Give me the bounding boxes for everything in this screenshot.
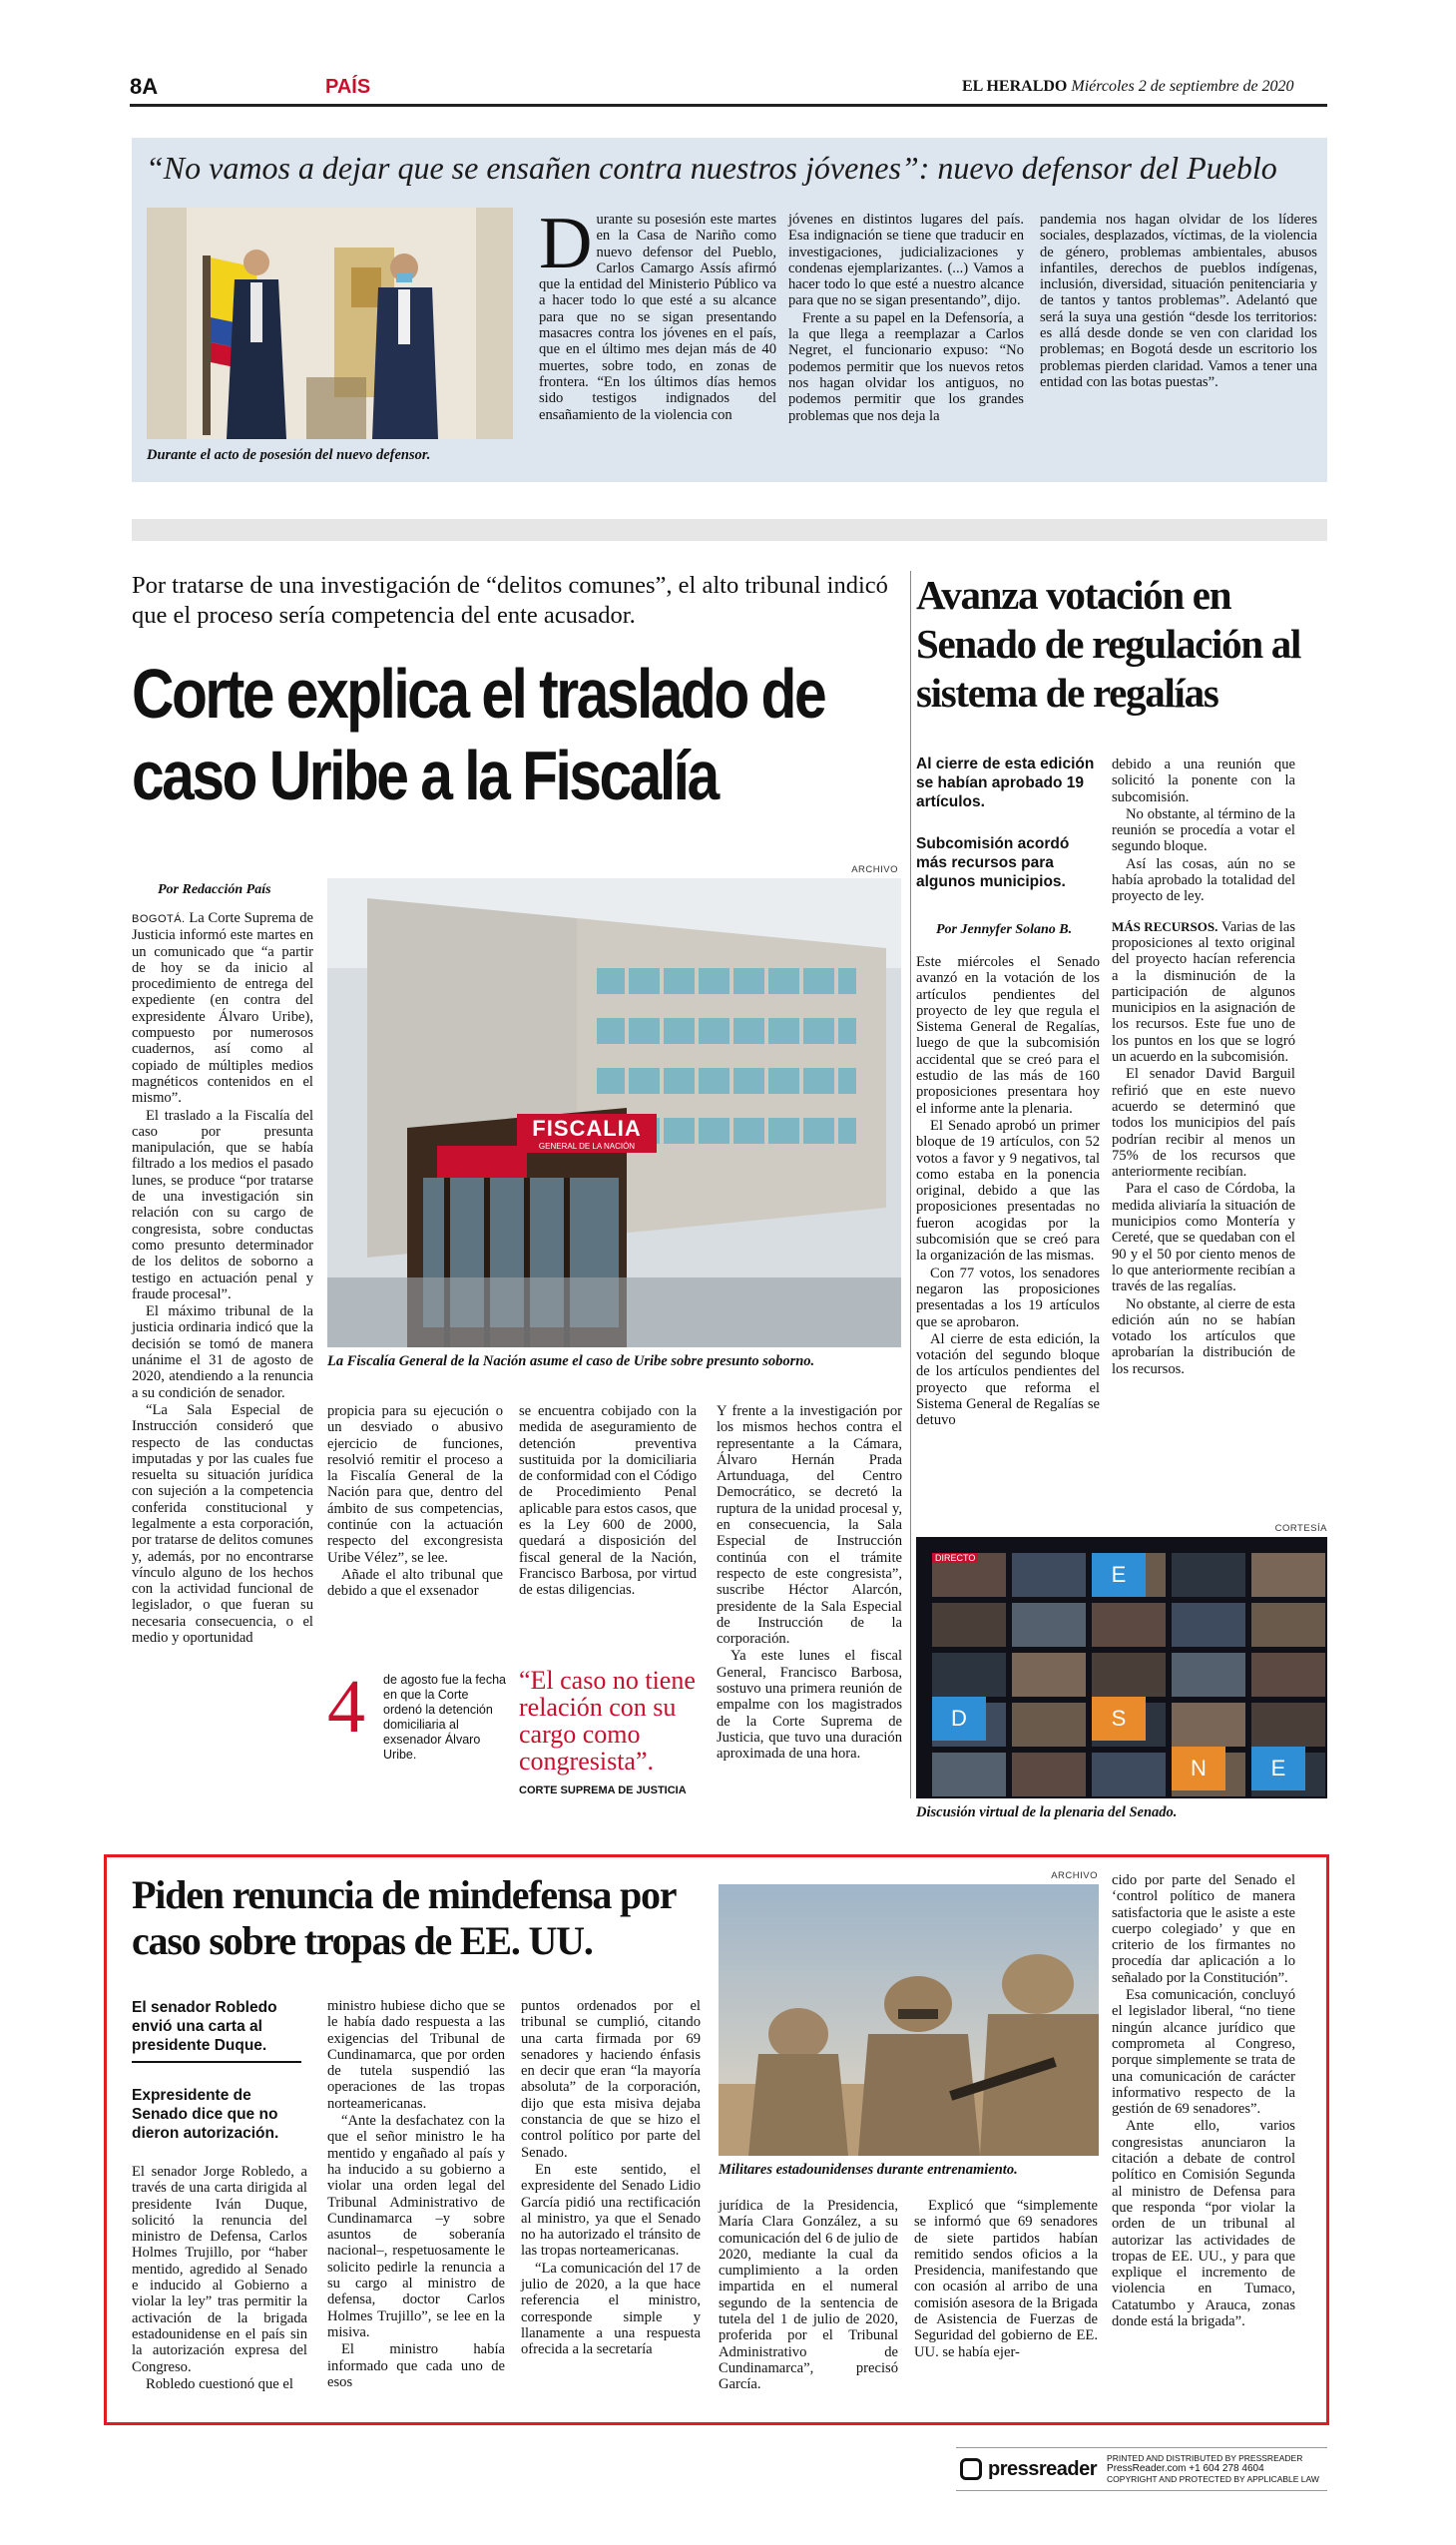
video-tile (1251, 1603, 1325, 1647)
story1-col2 (788, 212, 1024, 425)
pressreader-brand: pressreader (988, 2457, 1098, 2480)
story2-photo (327, 878, 901, 1347)
story3-col1 (916, 954, 1100, 1430)
pressreader-line2: PressReader.com +1 604 278 4604 (1107, 2462, 1264, 2474)
story2-col4-p2: Ya este lunes el fiscal General, Francisco Barbosa, sostuvo una primera reunión de empalme con los magistrados de la Corte Suprema de Justicia, que tuvo una duración aproximada de una hora. (717, 1648, 902, 1763)
section-name: PAÍS (325, 76, 371, 98)
story4-headline: Piden renuncia de mindefensa por caso sobre tropas de EE. UU. (132, 1872, 676, 1963)
story4-col3-p1: puntos ordenados por el tribunal se cumplió, citando una carta firmada por 69 senadores y haciendo énfasis en decir que eran “la mayoría absoluta” de la corporación, dijo que esta misiva dejaba constancia de que se hizo el control político por parte del Senado. (521, 1998, 701, 2161)
video-tile (932, 1753, 1006, 1796)
zoom-tile-d: D (932, 1697, 986, 1741)
story1-col2-p2: Frente a su papel en la Defensoría, a la que llega a reemplazar a Carlos Negret, el funcionario expuso: “No podemos permitir que los nuevos retos nos hagan olvidar los antiguos, no podemos permitir que los grandes problemas que nos deja la (788, 309, 1024, 424)
story3-col2-p2: No obstante, al término de la reunión se procedía a votar el segundo bloque. (1112, 805, 1295, 855)
story1-headline: “No vamos a dejar que se ensañen contra nuestros jóvenes”: nuevo defensor del Pueblo (146, 150, 1277, 186)
fiscalia-building-illustration (327, 878, 901, 1347)
story2-kicker: Por tratarse de una investigación de “delitos comunes”, el alto tribunal indicó que el proceso sería competencia del ente acusador. (132, 572, 888, 629)
story4-col2 (327, 1998, 505, 2391)
story2-col1-p3: El máximo tribunal de la justicia ordinaria indicó que la decisión se tomó de manera unánime el 31 de agosto de 2020, atendiendo a la renuncia a su condición de senador. (132, 1303, 313, 1401)
story4-col4 (719, 2198, 898, 2394)
zoom-tile-e2: E (1251, 1747, 1305, 1790)
video-tile (1012, 1753, 1086, 1796)
pressreader-line3: COPYRIGHT AND PROTECTED BY APPLICABLE LAW (1107, 2474, 1319, 2485)
story3-col1-p1: Este miércoles el Senado avanzó en la votación de los artículos pendientes del proyecto de ley que regula el Sistema General de Regalías, luego de que la subcomisión accidental que se creó para el estudio de las más de 160 proposiciones presentara hoy el informe ante la plenaria. (916, 954, 1100, 1117)
zoom-live-label: DIRECTO (932, 1553, 978, 1563)
story3-col1-p4: Al cierre de esta edición, la votación del segundo bloque de los artículos pendientes del proyecto que reforma el Sistema General de Regalías se detuvo (916, 1330, 1100, 1429)
fiscalia-sign-title: FISCALIA (532, 1116, 642, 1141)
story1-photo (147, 208, 513, 439)
video-tile (1092, 1653, 1166, 1697)
story3-caption: Discusión virtual de la plenaria del Senado. (916, 1804, 1178, 1820)
story2-dateline: BOGOTÁ. (132, 913, 186, 925)
story3-col2-p1: debido a una reunión que solicitó la ponente con la subcomisión. (1112, 757, 1295, 805)
story4-col3 (521, 1998, 701, 2359)
fact-text: de agosto fue la fecha en que la Corte ordenó la detención domiciliaria al exsenador Álvaro Uribe. (383, 1673, 507, 1762)
pull-quote-source: CORTE SUPREMA DE JUSTICIA (519, 1784, 687, 1796)
story4-col2-p2: “Ante la desfachatez con la que el señor ministro le ha mentido y engañado al país y ha inducido a su gobierno a violar una orden legal del Tribunal Administrativo de Cundinamarca –y sobre asuntos de soberanía nacional–, respetuosamente le solicito pedirle la renuncia a su cargo al ministro de defensa, doctor Carlos Holmes Trujillo”, se lee en la misiva. (327, 2113, 505, 2340)
story4-col6-p1: cido por parte del Senado el ‘control político de manera satisfactoria que le asiste a este cuerpo colegiado’ y que en criterio de los firmantes no procedía dar aplicación a lo señalado por la Constitución”. (1112, 1872, 1295, 1986)
story4-col4-p1: jurídica de la Presidencia, María Clara González, a su comunicación del 6 de julio de 2020, mediante la cual da cumplimiento a la orden impartida en el numeral segundo de la sentencia de tutela del 1 de julio de 2020, proferida por el Tribunal Administrativo de Cundinamarca”, precisó García. (719, 2198, 898, 2393)
story4-col6 (1112, 1872, 1295, 2330)
story1-dropcap: D (539, 203, 593, 284)
story2-col1 (132, 910, 313, 1647)
story2-col2-p1: propicia para su ejecución o un desviado o abusivo ejercicio de funciones, resolvió remitir el proceso a la Fiscalía General de la Nación para que, dentro del ámbito de sus competencias, continúe con la actuación respecto del excongresista Uribe Vélez”, se lee. (327, 1403, 503, 1566)
pressreader-line1: PRINTED AND DISTRIBUTED BY PRESSREADER (1107, 2453, 1303, 2464)
story3-col2-p5: El senador David Barguil refirió que en este nuevo acuerdo se determinó que todos los municipios del país podrían recibir al menos un 75% de los recursos que anteriormente recibían. (1112, 1066, 1295, 1181)
story4-col1 (132, 2164, 307, 2393)
story3-headline: Avanza votación en Senado de regulación al sistema de regalías (916, 572, 1301, 716)
video-tile (1251, 1553, 1325, 1597)
ceremony-illustration (147, 208, 513, 439)
story3-col2-p7: No obstante, al cierre de esta edición aún no se habían votado los artículos que aprobarían la distribución de los recursos. (1112, 1295, 1295, 1377)
page-number: 8A (130, 74, 159, 99)
video-tile (1172, 1653, 1245, 1697)
story2-col3 (519, 1403, 697, 1600)
issue-date: Miércoles 2 de septiembre de 2020 (1071, 78, 1294, 95)
story4-col5-p1: Explicó que “simplemente se informó que 69 senadores de siete partidos habían remitido sendos oficios a la Presidencia, manifestando que con ocasión al arribo de una comisión asesora de la Brigada de Asistencia de Fuerzas de Seguridad del gobierno de EE. UU. se había ejer- (914, 2198, 1098, 2360)
paper-name: EL HERALDO (962, 78, 1068, 95)
story1-col2-p1: jóvenes en distintos lugares del país. Esa indignación se tiene que traducir en investigaciones, judicializaciones y condenas ejemplarizantes. (...) Vamos a hacer todo lo que esté a nuestro alcance para que no se sigan presentando”, dijo. (788, 212, 1024, 309)
story2-byline: Por Redacción País (158, 882, 271, 897)
fiscalia-sign (517, 1114, 657, 1153)
soldiers-illustration (719, 1884, 1099, 2156)
story4-photo-credit: ARCHIVO (1051, 1870, 1098, 1881)
story3-sub1: Al cierre de esta edición se habían aprobado 19 artículos. (916, 756, 1095, 810)
video-tile (1251, 1703, 1325, 1747)
pull-quote: “El caso no tiene relación con su cargo como congresista”. (519, 1666, 696, 1776)
video-tile (1092, 1603, 1166, 1647)
story3-sub2: Subcomisión acordó más recursos para algunos municipios. (916, 835, 1070, 890)
story2-col4-p1: Y frente a la investigación por los mismos hechos contra el representante a la Cámara, Álvaro Hernán Prada Artunduaga, del Centro Democrático, se decretó la ruptura de la unidad procesal y, en consecuencia, la Sala Especial de Instrucción continúa con el trámite respecto de este congresista”, suscribe Héctor Alarcón, presidente de la Sala Especial de Instrucción de la corporación. (717, 1403, 902, 1648)
story3-byline: Por Jennyfer Solano B. (936, 922, 1073, 937)
story2-col3-p1: se encuentra cobijado con la medida de aseguramiento de detención preventiva sustituida por la domiciliaria de conformidad con el Código de Procedimiento Penal aplicable para estos casos, que es la Ley 600 de 2000, quedará a disposición del fiscal general de la Nación, Francisco Barbosa, por virtud de estas diligencias. (519, 1403, 697, 1599)
story2-col4 (717, 1403, 902, 1764)
zoom-tile-e1: E (1092, 1553, 1146, 1597)
story2-caption: La Fiscalía General de la Nación asume el caso de Uribe sobre presunto soborno. (327, 1353, 815, 1369)
story4-col5 (914, 2198, 1098, 2361)
story2-col1-p4: “La Sala Especial de Instrucción consideró que respecto de las conductas imputadas y por las cuales fue resuelta su situación jurídica con sujeción a la competencia conferida constitucional y legalmente a esta corporación, por tratarse de delitos comunes y, además, por no encontrarse vínculo alguno de los hechos con la actividad funcional de legislador, o que fueran su necesaria consecuencia, o el medio y oportunidad (132, 1401, 313, 1647)
story3-col2-p6: Para el caso de Córdoba, la medida aliviaría la situación de municipios como Montería y Cereté, que se quedaban con el 90 y el 50 por ciento menos de lo que anteriormente recibían a través de las regalías. (1112, 1181, 1295, 1295)
story2-top-rule (132, 519, 1327, 541)
pressreader-legal (1107, 2453, 1319, 2485)
video-tile (1012, 1553, 1086, 1597)
story-divider (910, 571, 911, 1798)
fact-number: 4 (327, 1665, 365, 1749)
header-rule (130, 104, 1327, 107)
zoom-tile-s: S (1092, 1697, 1146, 1741)
story4-col1-p2: Robledo cuestionó que el (146, 2375, 293, 2392)
story3-col1-p3: Con 77 votos, los senadores negaron las proposiciones presentadas a los 19 artículos que se aprobaron. (916, 1265, 1100, 1330)
story1-col3-p1: pandemia nos hagan olvidar de los líderes sociales, desplazados, víctimas, de la violencia de género, problemas ambientales, abusos infantiles, derechos de pueblos indígenas, inclusión, diversidad, situación penitenciaria y de tantos y tantos problemas”. Adelantó que será la suya una gestión “desde los territorios: es allá desde donde se ven con claridad los problemas; en Bogotá desde un escritorio los problemas pierden claridad. Vamos a tener una entidad con las botas puestas”. (1040, 212, 1317, 390)
story4-caption: Militares estadounidenses durante entrenamiento. (719, 2162, 1018, 2178)
story1-col1-text: urante su posesión este martes en la Casa de Nariño como nuevo defensor del Pueblo, Carlos Camargo Assís afirmó que la entidad del Ministerio Público va a hacer todo lo que esté a su alcance para que no se sigan presentando masacres contra los jóvenes en el país, que en el último mes dejan más de 40 muertes, sobre todo, en zonas de frontera. “En los últimos días hemos sido testigos indignados del ensañamiento de la violencia con (539, 212, 776, 423)
video-tile (1012, 1703, 1086, 1747)
story4-col1-p1: El senador Jorge Robledo, a través de una carta dirigida al presidente Iván Duque, solicitó la renuncia del ministro de Defensa, Carlos Holmes Trujillo, por “haber mentido, agredido al Senado e inducido al Gobierno a violar la ley” tras permitir la activación de la brigada estadounidense en el país sin la autorización expresa del Congreso. (132, 2164, 307, 2375)
video-tile (1172, 1703, 1245, 1747)
story3-col2-p3: Así las cosas, aún no se había aprobado la totalidad del proyecto de ley. (1112, 855, 1295, 905)
story3-col2-p4: Varias de las proposiciones al texto original del proyecto hacían referencia a la disminución de la participación de algunos municipios en la asignación de los recursos. Este fue uno de los puntos en los que se logró un acuerdo en la subcomisión. (1112, 918, 1295, 1066)
story3-col1-p2: El Senado aprobó un primer bloque de 19 artículos, con 52 votos a favor y 9 negativos, tal como estaba en la ponencia original, debido a que las proposiciones presentadas no fueron acogidas por la subcomisión que se creó para la organización de las mismas. (916, 1117, 1100, 1265)
video-tile (1172, 1553, 1245, 1597)
story2-headline: Corte explica el traslado de caso Uribe a la Fiscalía (132, 655, 825, 814)
story2-col2 (327, 1403, 503, 1601)
video-tile (1251, 1653, 1325, 1697)
story4-col3-p2: En este sentido, el expresidente del Senado Lidio García pidió una rectificación al ministro, ya que el Senado no ha autorizado el tránsito de las tropas norteamericanas. (521, 2161, 701, 2260)
story3-photo-credit: CORTESÍA (1274, 1523, 1327, 1534)
masthead-line (962, 78, 1294, 96)
pressreader-badge (956, 2447, 1327, 2491)
story1-caption: Durante el acto de posesión del nuevo defensor. (147, 447, 431, 463)
fiscalia-sign-sub: GENERAL DE LA NACIÓN (538, 1142, 636, 1151)
video-tile (1012, 1603, 1086, 1647)
story3-photo (916, 1537, 1327, 1798)
story3-col2-lead: MÁS RECURSOS. (1112, 918, 1218, 934)
video-tile (932, 1603, 1006, 1647)
story2-col1-p2: El traslado a la Fiscalía del caso por presunta manipulación, que se había filtrado a los medios el pasado lunes, se produce “por tratarse de una investigación sin relación con su cargo de congresista, sobre conductas como presunto determinador de los delitos de soborno a testigo en actuación penal y fraude procesal”. (132, 1107, 313, 1302)
story4-col6-p2: Esa comunicación, concluyó el legislador liberal, “no tiene ningún alcance jurídico que comprometa al Congreso, porque simplemente se trata de una comunicación de carácter informativo respecto de la gestión de 69 senadores”. (1112, 1987, 1295, 2118)
story2-col1-p1: La Corte Suprema de Justicia informó este martes en un comunicado que “a partir de hoy se da inicio al procedimiento de entrega del expediente (en contra del expresidente Álvaro Uribe), compuesto por numerosos cuadernos, así como al copiado de múltiples medios magnéticos contenidos en el mismo”. (132, 910, 313, 1107)
video-tile (1092, 1753, 1166, 1796)
story4-col2-p1: ministro hubiese dicho que se le había dado respuesta a las exigencias del Tribunal de Cundinamarca, que por orden de tutela suspendió las operaciones de las tropas norteamericanas. (327, 1998, 505, 2112)
story2-photo-credit: ARCHIVO (851, 864, 898, 875)
story2-col2-p2: Añade el alto tribunal que debido a que el exsenador (327, 1566, 503, 1600)
story4-col2-p3: El ministro había informado que cada uno de esos (327, 2341, 505, 2390)
video-tile (1012, 1653, 1086, 1697)
story4-sub2: Expresidente de Senado dice que no dieron autorización. (132, 2087, 279, 2142)
story4-col6-p3: Ante ello, varios congresistas anunciaron la citación a debate de control político en Comisión Segunda al ministro de Defensa para que responda “por violar la orden de un tribunal al autorizar las actividades de tropas de EE. UU., y para que explique el incremento de violencia en Tumaco, Catatumbo y Arauca, zonas donde está la brigada”. (1112, 2118, 1295, 2330)
story1-col3 (1040, 212, 1317, 391)
story1-col1 (539, 203, 776, 424)
story4-col3-p3: “La comunicación del 17 de julio de 2020, a la que hace referencia el ministro, corresponde simple y llanamente a una respuesta ofrecida a la secretaría (521, 2260, 701, 2358)
video-tile (1172, 1603, 1245, 1647)
pressreader-logo-icon (960, 2458, 982, 2480)
story4-photo (719, 1884, 1099, 2156)
video-tile (932, 1653, 1006, 1697)
story3-col2 (1112, 757, 1295, 1378)
story4-sub1: El senador Robledo envió una carta al presidente Duque. (132, 1998, 301, 2063)
zoom-tile-n: N (1172, 1747, 1225, 1790)
